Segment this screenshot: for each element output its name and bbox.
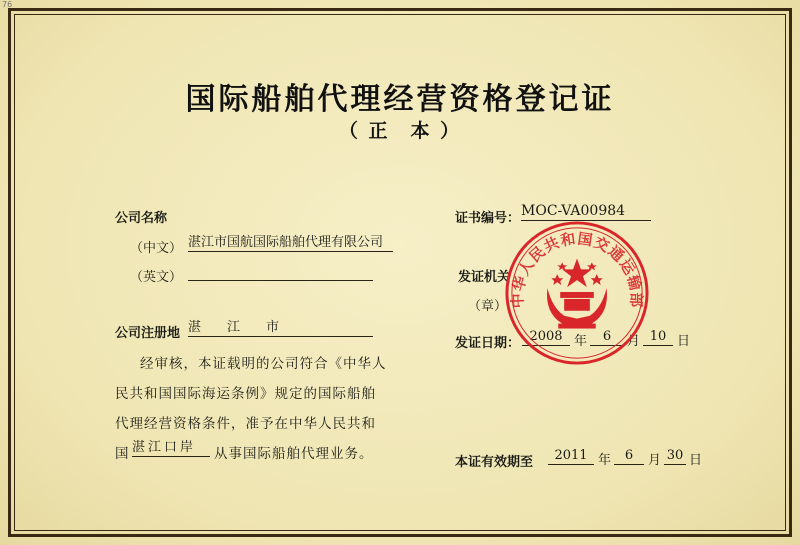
cn-name-value: 湛江市国航国际船舶代理有限公司 <box>188 234 393 252</box>
seal-mark-label: （章） <box>468 299 508 314</box>
corner-mark: 76 <box>2 0 13 9</box>
registration-label: 公司注册地 <box>115 326 181 341</box>
body-line-4-prefix: 国 <box>115 446 130 462</box>
body-line-1: 经审核，本证载明的公司符合《中华人 <box>140 356 387 372</box>
certificate-subtitle: （ 正 本 ） <box>338 120 462 142</box>
issue-day: 10 <box>643 328 673 346</box>
valid-day-char: 日 <box>689 453 703 468</box>
cert-number-label: 证书编号： <box>455 211 521 226</box>
valid-month: 6 <box>614 447 644 465</box>
certificate-title: 国际船舶代理经营资格登记证 <box>185 82 615 117</box>
cert-number-value: MOC-VA00984 <box>521 203 651 221</box>
en-label: （英文） <box>130 270 183 285</box>
svg-text:中华人民共和国交通运输部: 中华人民共和国交通运输部 <box>509 230 645 309</box>
valid-day: 30 <box>664 447 686 465</box>
company-name-label: 公司名称 <box>115 211 168 226</box>
registration-value: 湛 江 市 <box>188 319 373 337</box>
valid-month-char: 月 <box>648 453 662 468</box>
issue-year: 2008 <box>522 328 570 346</box>
issue-month: 6 <box>590 328 624 346</box>
issue-year-char: 年 <box>574 334 588 349</box>
issue-day-char: 日 <box>677 334 691 349</box>
port-value: 湛江口岸 <box>132 439 210 457</box>
valid-until-label: 本证有效期至 <box>455 455 534 470</box>
valid-year-char: 年 <box>598 453 612 468</box>
en-name-value <box>188 263 373 281</box>
body-line-4-suffix: 从事国际船舶代理业务。 <box>214 446 374 462</box>
valid-year: 2011 <box>548 447 594 465</box>
issuer-label: 发证机关 <box>458 270 511 285</box>
body-line-2: 民共和国国际海运条例》规定的国际船舶 <box>115 386 376 402</box>
cn-label: （中文） <box>130 241 183 256</box>
body-line-3: 代理经营资格条件，准予在中华人民共和 <box>115 416 376 432</box>
issue-month-char: 月 <box>627 334 641 349</box>
official-seal-icon <box>503 219 651 367</box>
issue-date-label: 发证日期： <box>455 336 521 351</box>
